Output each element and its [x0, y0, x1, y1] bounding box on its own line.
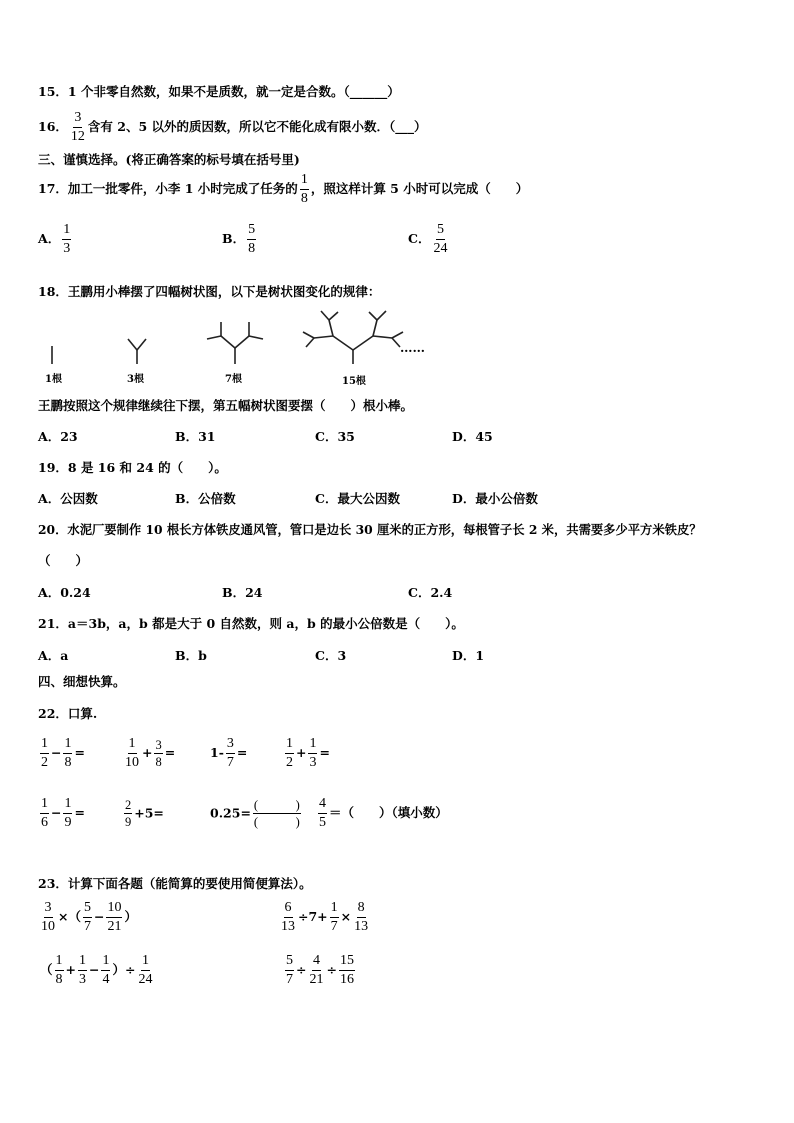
option-d: D．1: [452, 648, 485, 663]
option-d: D．45: [452, 429, 493, 444]
option-a: A． $\frac{1}{3}$: [38, 222, 71, 257]
tree-label: 3根: [127, 374, 144, 385]
expression: $\frac{5}{7}$ ÷ $\frac{4}{21}$ ÷ $\frac{15}{16}$: [286, 953, 354, 988]
option-b: B． $\frac{5}{8}$: [222, 222, 256, 257]
tree-2: [128, 339, 146, 364]
option-c: C． $\frac{5}{24}$: [408, 222, 448, 257]
expression: （ $\frac{1}{8}$ + $\frac{1}{3}$ − $\frac{1}{4}$ ）÷ $\frac{1}{24}$: [40, 953, 153, 988]
question-23: 23．计算下面各题（能简算的要使用简便算法）。: [38, 876, 312, 891]
expression: $\frac{1}{6}$ − $\frac{1}{9}$ =: [41, 796, 85, 831]
option-b: B．24: [222, 585, 263, 600]
expression: $\frac{1}{2}$ − $\frac{1}{8}$ =: [41, 736, 85, 771]
expression: $\frac{2}{9}$ +5=: [125, 798, 164, 830]
tree-diagram-figure: [40, 308, 440, 378]
tree-label: 1根: [45, 374, 62, 385]
section-heading-3: 三、谨慎选择。(将正确答案的标号填在括号里): [38, 152, 300, 167]
option-a: A．0.24: [38, 585, 91, 600]
option-a: A．23: [38, 429, 78, 444]
question-16: 16． $\frac{3}{12}$ 含有 2、5 以外的质因数，所以它不能化成有限小数．（___）: [38, 110, 427, 145]
option-c: C．35: [315, 429, 355, 444]
tree-label: 7根: [225, 374, 242, 385]
expression: $\frac{1}{2}$ + $\frac{1}{3}$ =: [286, 736, 330, 771]
option-a: A．公因数: [38, 491, 98, 506]
tree-3: [207, 322, 263, 364]
question-18-text2: 王鹏按照这个规律继续往下摆，第五幅树状图要摆（ ）根小棒。: [38, 398, 414, 413]
option-c: C．2.4: [408, 585, 453, 600]
option-c: C．3: [315, 648, 347, 663]
expression: 0.25= $\frac{( )}{( )}$: [210, 798, 300, 830]
question-15: 15．1 个非零自然数，如果不是质数，就一定是合数。（______）: [38, 84, 400, 99]
option-d: D．最小公倍数: [452, 491, 538, 506]
tree-4: [303, 311, 403, 364]
question-17: 17．加工一批零件，小李 1 小时完成了任务的 $\frac{1}{8}$ ，照这样计算 5 小时可以完成（ ）: [38, 172, 529, 207]
option-a: A．a: [38, 648, 69, 663]
ellipsis: ……: [400, 340, 425, 355]
option-b: B．b: [175, 648, 207, 663]
expression: 1- $\frac{3}{7}$ =: [210, 736, 248, 771]
fraction: $\frac{1}{8}$: [300, 172, 308, 207]
option-c: C．最大公因数: [315, 491, 400, 506]
fraction: $\frac{3}{12}$: [70, 110, 85, 145]
answer-paren: （ ）: [38, 553, 89, 568]
option-b: B．31: [175, 429, 216, 444]
section-heading-4: 四、细想快算。: [38, 674, 126, 689]
tree-label: 15根: [342, 376, 366, 387]
question-21: 21．a＝3b，a，b 都是大于 0 自然数，则 a，b 的最小公倍数是（ ）。: [38, 616, 464, 631]
question-18: 18．王鹏用小棒摆了四幅树状图，以下是树状图变化的规律：: [38, 284, 381, 299]
expression: $\frac{3}{10}$ ×（ $\frac{5}{7}$ − $\frac{10}{21}$ ）: [41, 900, 137, 935]
question-22: 22．口算.: [38, 706, 98, 721]
expression: $\frac{1}{10}$ + $\frac{3}{8}$ =: [125, 736, 176, 771]
question-20: 20．水泥厂要制作 10 根长方体铁皮通风管，管口是边长 30 厘米的正方形，每根管子长 2 米，共需要多少平方米铁皮？: [38, 522, 702, 537]
question-19: 19．8 是 16 和 24 的（ ）。: [38, 460, 227, 475]
option-b: B．公倍数: [175, 491, 236, 506]
expression: $\frac{6}{13}$ ÷7+ $\frac{1}{7}$ × $\frac{8}{13}$: [281, 900, 369, 935]
expression: $\frac{4}{5}$ ＝（ ）（填小数）: [319, 796, 448, 831]
